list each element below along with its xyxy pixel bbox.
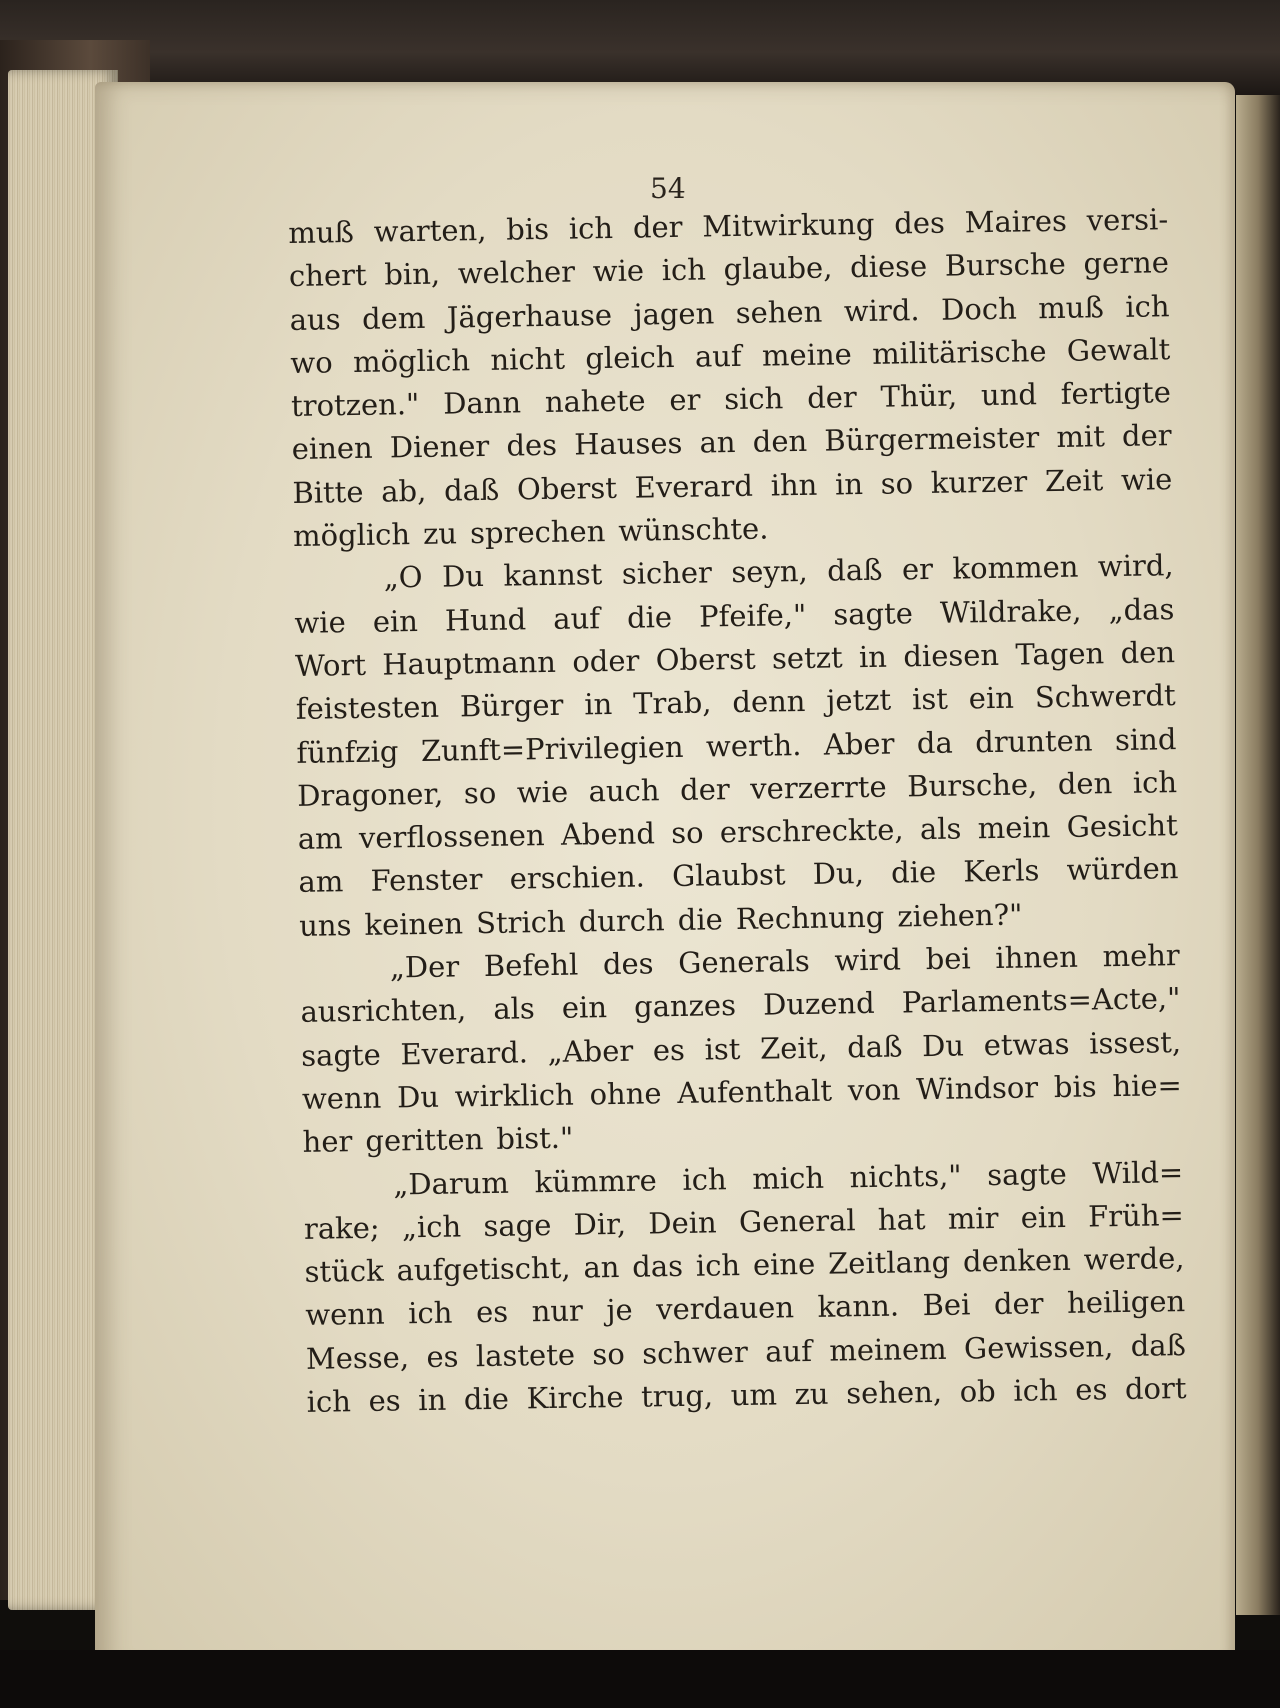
word: feistesten: [295, 689, 440, 727]
word: der: [1121, 418, 1172, 454]
word: nicht: [490, 341, 566, 377]
word: Dir,: [573, 1206, 627, 1242]
word: wünschte.: [618, 511, 769, 548]
word: Schwerdt: [1034, 678, 1176, 715]
word: fertigte: [1060, 375, 1172, 412]
word: „Darum: [393, 1165, 510, 1201]
word: ganzes: [633, 988, 737, 1025]
word: Befehl: [483, 947, 579, 984]
word: Parlaments=Acte,": [901, 981, 1181, 1020]
word: ein: [372, 603, 419, 639]
word: mir: [947, 1200, 999, 1236]
word: erschien.: [509, 859, 646, 897]
word: Wild=: [1092, 1154, 1184, 1191]
word: es: [1074, 1372, 1108, 1407]
word: bis: [506, 211, 550, 247]
word: geritten: [365, 1122, 484, 1159]
body-text: [288, 198, 1187, 1424]
word: seyn,: [731, 554, 808, 590]
word: ich: [1013, 1373, 1058, 1408]
word: Gesicht: [1066, 808, 1178, 844]
word: Aber: [823, 726, 895, 762]
word: Zunft=Privilegien: [420, 729, 684, 768]
word: Wort: [294, 647, 367, 683]
word: auf: [694, 338, 742, 374]
word: wird: [834, 942, 902, 978]
word: Generals: [677, 943, 810, 981]
word: es: [652, 1032, 686, 1068]
word: militärische: [871, 333, 1047, 371]
word: issest,: [1088, 1024, 1182, 1061]
word: Aufenthalt: [677, 1073, 833, 1110]
word: mein: [977, 810, 1051, 846]
word: daß: [443, 472, 500, 508]
word: versi-: [1086, 202, 1169, 238]
word: kümmre: [534, 1162, 658, 1199]
word: der: [993, 1286, 1044, 1322]
word: so: [592, 1336, 626, 1372]
word: und: [980, 377, 1038, 413]
word: am: [297, 821, 343, 857]
word: er: [669, 382, 701, 418]
word: wie: [516, 774, 569, 810]
word: ziehen?": [897, 897, 1023, 934]
word: glaube,: [723, 250, 833, 287]
word: werth.: [705, 727, 802, 764]
word: her: [302, 1124, 353, 1160]
word: Glaubst: [671, 857, 786, 894]
word: bei: [925, 941, 971, 977]
word: nahete: [544, 383, 646, 420]
word: Messe,: [305, 1339, 410, 1376]
word: ihnen: [995, 939, 1079, 976]
word: hat: [877, 1201, 926, 1237]
word: Hund: [444, 601, 527, 638]
word: ein: [1020, 1199, 1067, 1235]
word: wo: [290, 345, 333, 380]
word: auf: [552, 600, 601, 636]
word: in: [858, 639, 888, 675]
word: ich: [682, 1161, 727, 1197]
word: von: [847, 1072, 901, 1108]
word: setzt: [771, 640, 843, 676]
word: Du: [921, 1028, 965, 1063]
word: sicher: [621, 555, 713, 592]
word: denken: [962, 1242, 1072, 1279]
word: den: [752, 424, 808, 460]
word: sehen,: [845, 1374, 943, 1411]
word: sage: [483, 1207, 552, 1243]
word: Bursche,: [906, 767, 1038, 804]
word: an: [583, 1250, 620, 1285]
word: kommen: [952, 550, 1079, 586]
word: trug,: [640, 1378, 714, 1414]
word: daß: [826, 553, 883, 588]
word: jagen: [633, 295, 715, 332]
word: Kirche: [526, 1379, 624, 1416]
word: Oberst: [655, 641, 756, 678]
word: wenn: [301, 1080, 382, 1116]
word: Duzend: [762, 986, 875, 1022]
word: Oberst: [516, 470, 618, 507]
word: ist: [911, 681, 949, 717]
word: am: [298, 864, 344, 900]
word: wie: [294, 604, 346, 640]
word: sagte: [986, 1156, 1068, 1192]
word: ich: [661, 252, 707, 288]
word: in: [418, 1382, 447, 1418]
word: Trab,: [632, 685, 712, 721]
word: die: [463, 1381, 510, 1417]
word: rake;: [303, 1210, 380, 1246]
word: an: [699, 425, 736, 461]
word: Jägerhause: [446, 297, 613, 335]
word: Everard: [634, 468, 754, 505]
word: „O: [383, 560, 423, 595]
word: Fenster: [370, 862, 483, 899]
word: mich: [752, 1160, 825, 1196]
word: ein: [561, 990, 608, 1026]
word: so: [463, 775, 497, 811]
word: mehr: [1102, 938, 1181, 974]
word: gerne: [1083, 245, 1170, 281]
word: der: [679, 771, 730, 807]
word: sagte: [300, 1037, 382, 1073]
word: Everard.: [400, 1034, 529, 1071]
word: daß: [846, 1029, 903, 1064]
word: Dann: [442, 385, 522, 421]
word: dem: [361, 300, 426, 336]
word: um: [730, 1377, 778, 1413]
word: es: [475, 1295, 509, 1330]
word: als: [919, 811, 962, 847]
word: da: [916, 725, 954, 760]
word: Dein: [648, 1205, 717, 1241]
word: aufgetischt,: [396, 1250, 571, 1288]
word: die: [677, 902, 724, 937]
word: wird.: [843, 292, 920, 328]
word: ein: [968, 680, 1015, 716]
word: des: [506, 428, 558, 464]
word: des: [894, 205, 946, 241]
word: das: [632, 1249, 684, 1284]
word: Pfeife,": [698, 597, 807, 634]
word: Bitte: [292, 474, 364, 510]
word: sprechen: [469, 514, 606, 551]
word: sehen: [735, 294, 823, 330]
word: in: [834, 466, 864, 502]
word: fünfzig: [296, 733, 399, 770]
word: schwer: [641, 1334, 749, 1371]
word: ob: [959, 1374, 996, 1409]
word: muß: [288, 214, 355, 250]
word: muß: [1037, 289, 1105, 325]
word: Zeitlang: [827, 1244, 951, 1281]
word: der: [632, 209, 683, 245]
word: als: [493, 991, 536, 1027]
word: Windsor: [915, 1070, 1039, 1107]
word: trotzen.": [290, 387, 420, 424]
word: diese: [849, 249, 928, 285]
word: chert: [288, 258, 367, 294]
word: Mitwirkung: [702, 206, 875, 244]
word: es: [368, 1383, 401, 1418]
word: so: [880, 465, 914, 501]
word: zu: [794, 1376, 829, 1412]
word: kurzer: [930, 464, 1028, 500]
word: „Der: [389, 949, 460, 985]
word: Tagen: [1015, 636, 1105, 672]
word: Du: [396, 1079, 440, 1115]
word: Du,: [812, 856, 865, 892]
word: der: [806, 380, 858, 416]
word: Hauptmann: [382, 644, 557, 682]
word: würden: [1066, 851, 1179, 888]
word: Diener: [389, 429, 490, 465]
word: werde,: [1083, 1241, 1185, 1277]
word: Gewalt: [1066, 332, 1171, 368]
word: je: [606, 1293, 633, 1328]
word: auf: [764, 1333, 813, 1369]
word: heiligen: [1066, 1284, 1186, 1321]
word: möglich: [352, 343, 471, 379]
word: erschreckte,: [719, 812, 904, 850]
word: eine: [752, 1246, 816, 1282]
word: kann.: [817, 1288, 900, 1325]
word: ausrichten,: [300, 992, 467, 1030]
word: nur: [531, 1293, 584, 1329]
word: wie: [592, 253, 645, 289]
word: aus: [289, 301, 341, 337]
word: verzerrte: [750, 769, 887, 806]
word: ich: [568, 210, 614, 246]
word: des: [602, 946, 654, 982]
word: bis: [1053, 1069, 1097, 1105]
word: ist: [704, 1031, 741, 1067]
word: Gewissen,: [963, 1328, 1114, 1366]
word: wenn: [305, 1297, 385, 1333]
word: oder: [572, 643, 640, 679]
word: Strich: [475, 904, 566, 940]
word: keinen: [364, 906, 464, 942]
word: kannst: [503, 557, 603, 594]
word: „Aber: [547, 1033, 634, 1069]
word: daß: [1130, 1327, 1187, 1363]
word: Zeit,: [759, 1030, 828, 1066]
word: Früh=: [1087, 1197, 1185, 1234]
word: möglich: [292, 517, 411, 554]
word: welcher: [457, 254, 576, 291]
word: Kerls: [963, 853, 1040, 889]
word: bin,: [384, 256, 441, 292]
word: die: [626, 599, 673, 635]
word: sagte: [833, 595, 914, 632]
word: Zeit: [1044, 463, 1104, 498]
word: mit: [1056, 419, 1106, 455]
word: General: [738, 1203, 856, 1239]
word: Thür,: [880, 378, 958, 414]
word: ohne: [589, 1076, 662, 1112]
word: bist.": [496, 1120, 574, 1157]
book-cover-top: [0, 0, 1280, 95]
word: verdauen: [655, 1290, 795, 1327]
word: ich: [695, 1248, 741, 1283]
word: ich: [407, 1295, 453, 1331]
word: lastete: [475, 1337, 576, 1373]
page-number: 54: [650, 172, 686, 205]
word: etwas: [983, 1026, 1070, 1062]
word: hie=: [1112, 1068, 1183, 1104]
word: die: [890, 855, 937, 891]
word: Bürgermeister: [824, 420, 1040, 459]
word: durch: [578, 902, 665, 939]
word: den: [1120, 635, 1176, 670]
word: „das: [1108, 591, 1175, 627]
word: auch: [588, 773, 660, 809]
word: in: [584, 687, 613, 722]
word: verflossenen: [358, 818, 545, 856]
word: so: [670, 815, 704, 851]
word: ich: [306, 1384, 352, 1419]
word: ihn: [770, 467, 818, 503]
word: gleich: [585, 339, 675, 376]
word: jetzt: [826, 682, 892, 718]
word: wird,: [1097, 548, 1174, 584]
word: Wildrake,: [939, 593, 1082, 630]
word: denn: [732, 684, 806, 720]
word: zu: [422, 516, 458, 551]
word: er: [901, 552, 934, 587]
word: warten,: [373, 212, 487, 249]
word: ich: [1132, 764, 1178, 800]
word: dort: [1124, 1371, 1187, 1407]
word: nichts,": [849, 1158, 962, 1194]
word: meinem: [829, 1331, 947, 1368]
word: stück: [304, 1253, 384, 1289]
word: es: [426, 1339, 459, 1374]
word: drunten: [974, 722, 1093, 759]
word: ab,: [380, 473, 427, 509]
word: sich: [723, 381, 784, 417]
word: „ich: [401, 1209, 462, 1245]
word: Hauses: [573, 426, 683, 463]
word: meine: [761, 337, 853, 373]
word: ich: [1125, 288, 1170, 324]
word: den: [1057, 765, 1113, 801]
word: Bei: [922, 1287, 971, 1323]
word: Bürger: [459, 688, 564, 724]
word: Du: [441, 559, 485, 594]
word: uns: [298, 907, 352, 943]
facing-page-edge: [1236, 95, 1280, 1615]
word: einen: [291, 431, 373, 467]
bottom-shadow: [0, 1650, 1280, 1708]
word: sind: [1114, 721, 1177, 757]
word: wie: [1120, 461, 1173, 497]
word: Dragoner,: [296, 776, 444, 813]
word: Doch: [940, 291, 1017, 327]
word: Maires: [964, 203, 1068, 240]
word: Bursche: [944, 247, 1066, 283]
word: diesen: [903, 637, 1000, 674]
word: Abend: [560, 816, 656, 852]
word: Rechnung: [735, 899, 885, 936]
word: wirklich: [454, 1077, 575, 1114]
